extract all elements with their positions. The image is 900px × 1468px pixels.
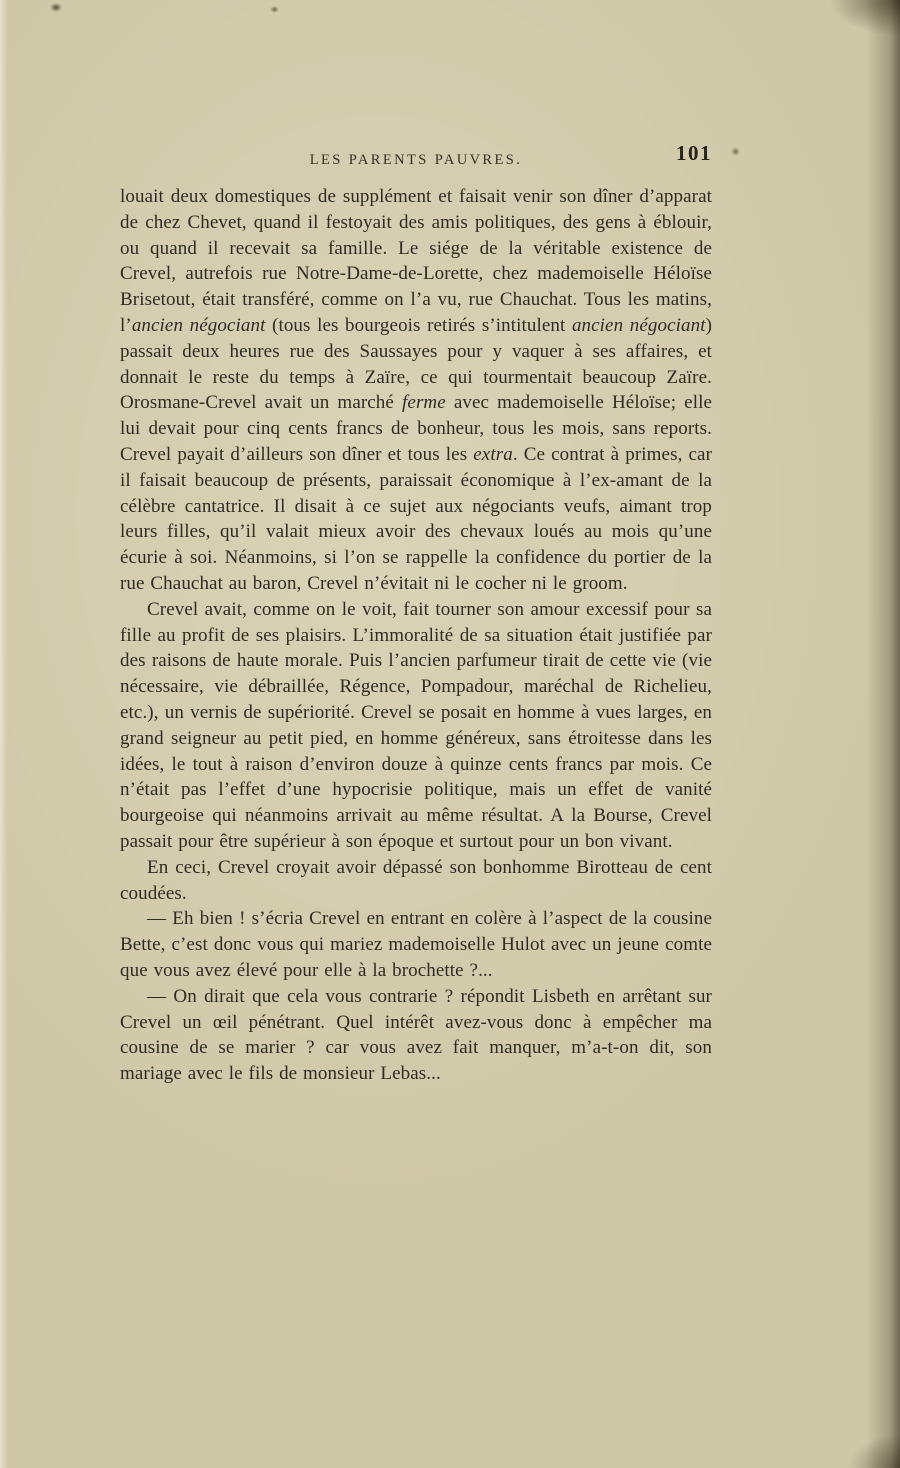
text-run: — Eh bien ! s’écria Crevel en entrant en colère à l’aspect de la cousine Bette, c’est donc vous qui mariez mademoiselle Hulot avec un jeune comte que vous avez élevé pour elle à la brochette ?... xyxy=(120,908,712,981)
scan-blemish xyxy=(50,3,62,12)
scan-blemish xyxy=(731,147,740,156)
text-run: avec mademoiselle Héloïse; elle lui devait pour cinq cents francs de bonheur, tous les mois, sans reports. Crevel payait d’ailleurs son dîner et tous les xyxy=(120,392,712,465)
text-run: ) passait deux heures rue des Saussayes pour y vaquer à ses affaires, et donnait le reste du temps à Zaïre, ce qui tourmentait beaucoup Zaïre. Orosmane-Crevel avait un marché xyxy=(120,314,713,414)
paragraph xyxy=(120,597,712,855)
italic-text-run: ancien négociant xyxy=(131,314,266,336)
italic-text-run: extra xyxy=(473,443,513,465)
paragraph xyxy=(120,184,712,597)
paragraph xyxy=(120,984,712,1087)
italic-text-run: ferme xyxy=(402,392,446,414)
text-run: En ceci, Crevel croyait avoir dépassé son bonhomme Birotteau de cent coudées. xyxy=(120,856,712,904)
text-run: (tous les bourgeois retirés s’intitulent xyxy=(265,314,572,336)
scan-blemish xyxy=(270,6,279,13)
italic-text-run: ancien négociant xyxy=(571,314,706,336)
running-title: LES PARENTS PAUVRES. xyxy=(309,152,523,168)
paragraph xyxy=(120,906,712,983)
text-run: Crevel avait, comme on le voit, fait tourner son amour excessif pour sa fille au profit de ses plaisirs. L’immoralité de sa situation était justifiée par des raisons de haute morale. Puis l’ancien parfumeur tirait de cette vie (vie nécessaire, vie débraillée, Régence, Pompadour, maréchal de Richelieu, etc.), un vernis de supériorité. Crevel se posait en homme à vues larges, en grand seigneur au petit pied, en homme généreux, sans étroitesse dans les idées, le tout à raison d’environ douze à quinze cents francs par mois. Ce n’était pas l’effet d’une hypocrisie politique, mais un effet de vanité bourgeoise qui néanmoins arrivait au même résultat. A la Bourse, Crevel passait pour être supérieur à son époque et surtout pour un bon vivant. xyxy=(120,598,712,852)
page-header xyxy=(120,141,712,176)
page-number: 101 xyxy=(676,141,712,165)
text-run: louait deux domestiques de supplément et faisait venir son dîner d’apparat de chez Chevet, quand il festoyait des amis politiques, des gens à éblouir, ou quand il recevait sa famille. Le siége de la véritable existence de Crevel, autrefois rue Notre-Dame-de-Lorette, chez mademoiselle Héloïse Brisetout, était transféré, comme on l’a vu, rue Chauchat. Tous les matins, l’ xyxy=(120,186,712,336)
paragraph xyxy=(120,855,712,907)
body-text xyxy=(120,184,712,1087)
text-run: . Ce contrat à primes, car il faisait beaucoup de présents, paraissait économique à l’ex-amant de la célèbre cantatrice. Il disait à ce sujet aux négociants veufs, aimant trop leurs filles, qu’il valait mieux avoir des chevaux loués au mois qu’une écurie à soi. Néanmoins, si l’on se rappelle la confidence du portier de la rue Chauchat au baron, Crevel n’évitait ni le cocher ni le groom. xyxy=(120,443,712,594)
text-run: — On dirait que cela vous contrarie ? répondit Lisbeth en arrêtant sur Crevel un œil pénétrant. Quel intérêt avez-vous donc à empêcher ma cousine de se marier ? car vous avez fait manquer, m’a-t-on dit, son mariage avec le fils de monsieur Lebas... xyxy=(120,985,712,1085)
